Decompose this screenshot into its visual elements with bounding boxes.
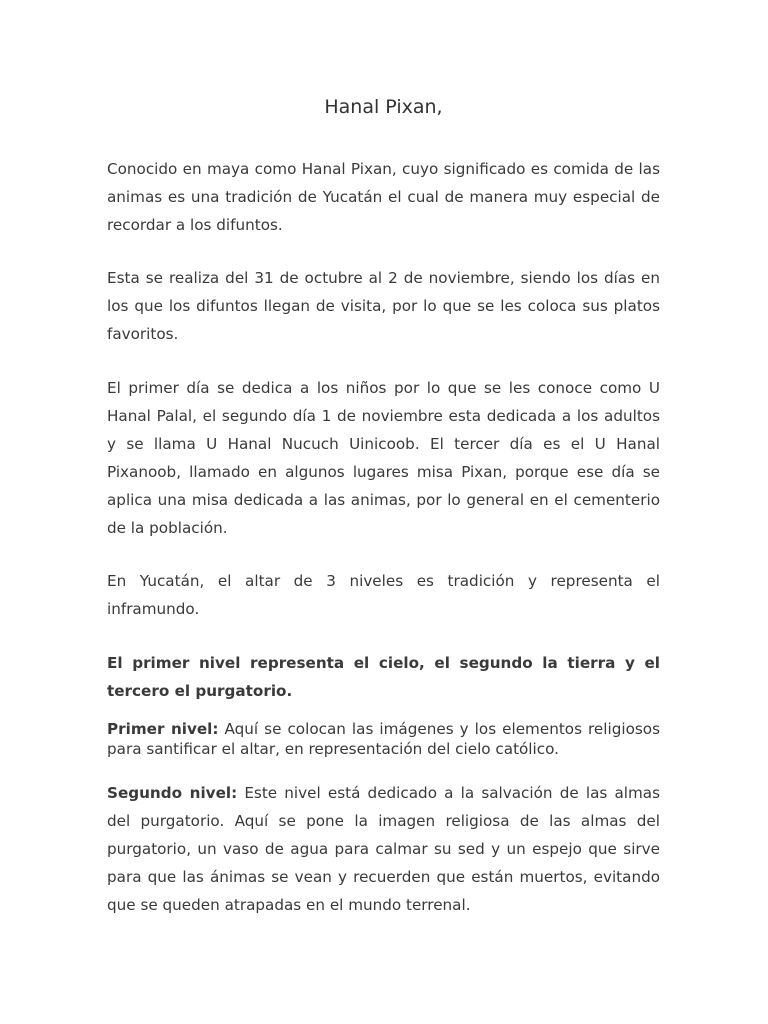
- level-label-second: Segundo nivel:: [107, 784, 238, 802]
- level-label-first: Primer nivel:: [107, 720, 219, 738]
- paragraph-levels-summary: El primer nivel representa el cielo, el segundo la tierra y el tercero el purgatorio.: [107, 654, 660, 700]
- paragraph-intro: Conocido en maya como Hanal Pixan, cuyo significado es comida de las animas es una tradición de Yucatán el cual de manera muy especial de recordar a los difuntos.: [107, 160, 660, 234]
- paragraph-dates: Esta se realiza del 31 de octubre al 2 de noviembre, siendo los días en los que los difuntos llegan de visita, por lo que se les coloca sus platos favoritos.: [107, 269, 660, 343]
- level-item-first: [107, 719, 660, 759]
- level-text-second: Este nivel está dedicado a la salvación de las almas del purgatorio. Aquí se pone la imagen religiosa de las almas del purgatorio, un vaso de agua para calmar su sed y un espejo que sirve para que las ánimas se vean y recuerden que están muertos, evitando que se queden atrapadas en el mundo terrenal.: [107, 784, 661, 914]
- document-body: [107, 94, 660, 919]
- level-item-second: [107, 779, 660, 919]
- paragraph-days: El primer día se dedica a los niños por lo que se les conoce como U Hanal Palal, el segundo día 1 de noviembre esta dedicada a los adultos y se llama U Hanal Nucuch Uinicoob. El tercer día es el U Hanal Pixanoob, llamado en algunos lugares misa Pixan, porque ese día se aplica una misa dedicada a las animas, por lo general en el cementerio de la población.: [107, 379, 660, 537]
- paragraph-altar: En Yucatán, el altar de 3 niveles es tradición y representa el inframundo.: [107, 572, 660, 618]
- level-text-first: Aquí se colocan las imágenes y los elementos religiosos para santificar el altar, en representación del cielo católico.: [107, 720, 660, 758]
- document-title: Hanal Pixan,: [324, 96, 443, 118]
